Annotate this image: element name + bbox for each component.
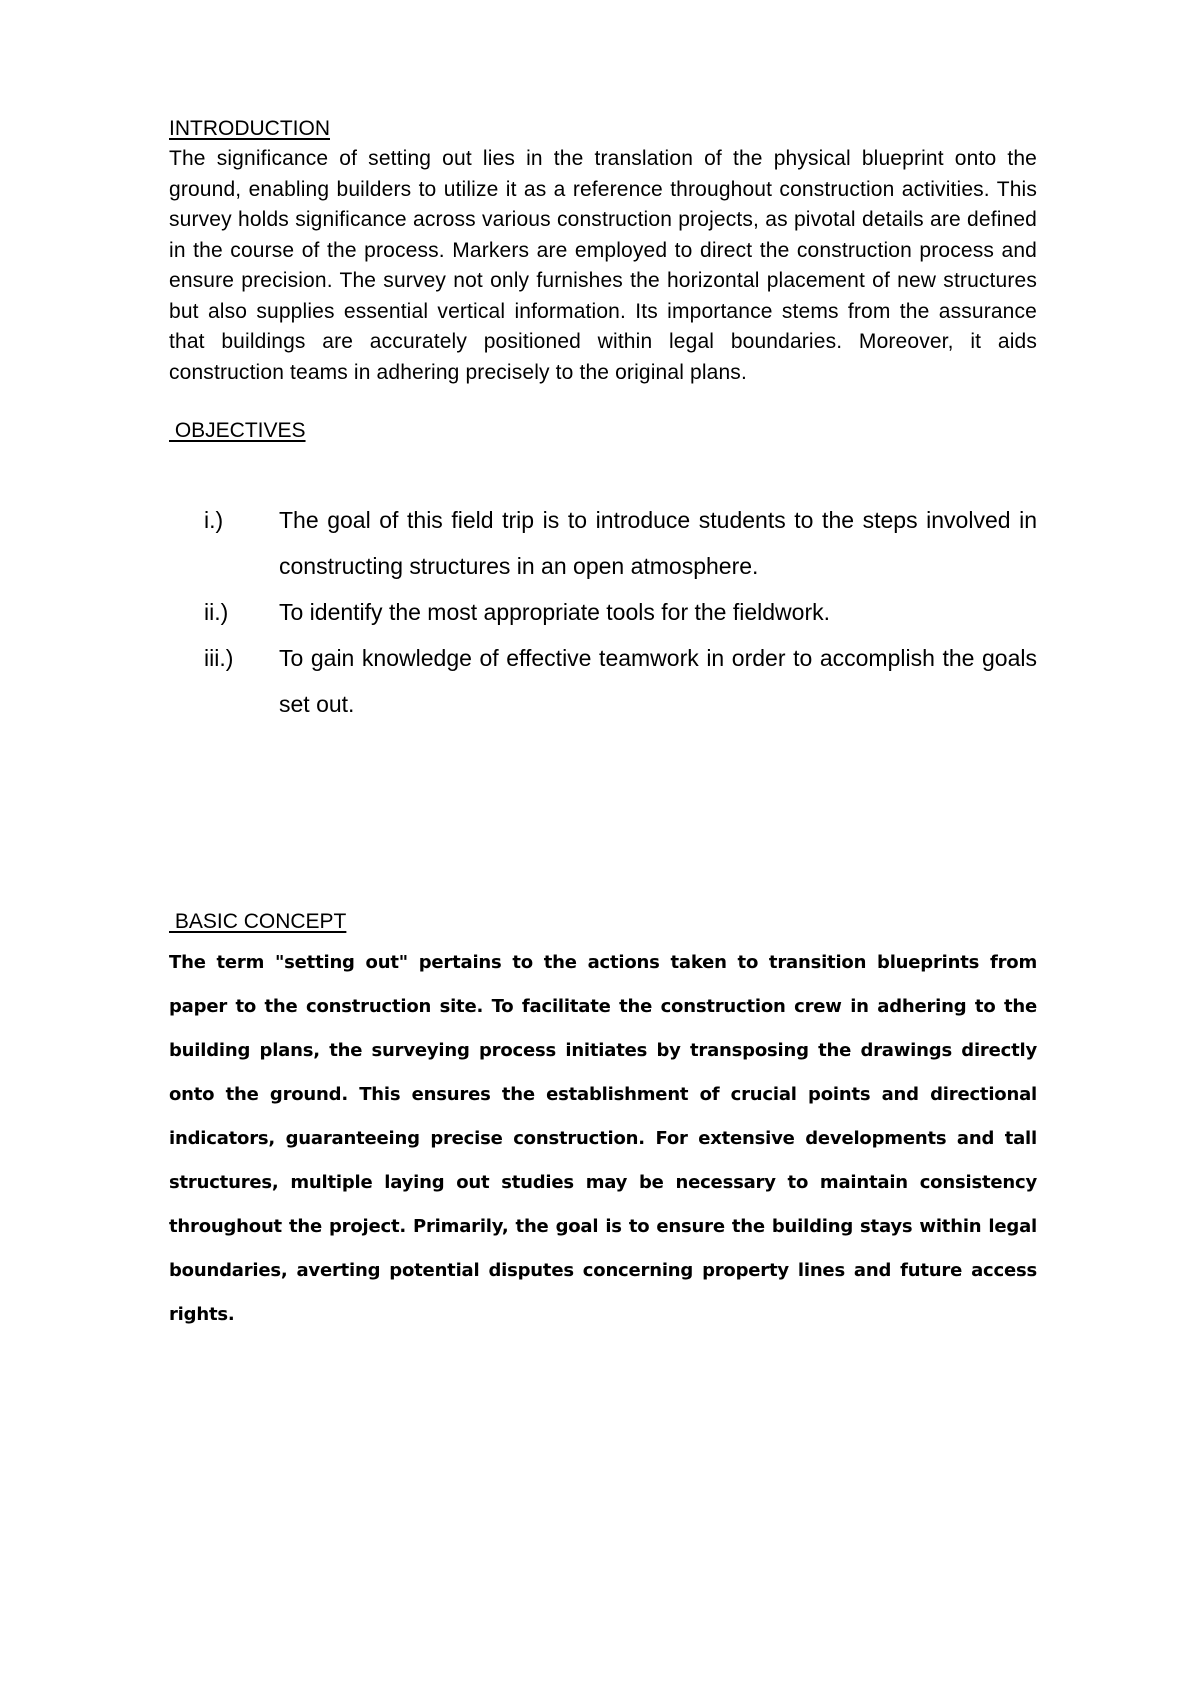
objective-marker: i.) — [204, 507, 224, 533]
objective-text: To gain knowledge of effective teamwork in order to accomplish the goals set out. — [279, 645, 1037, 717]
objective-item — [169, 497, 1037, 589]
document-content — [169, 114, 1037, 1337]
objective-item — [169, 635, 1037, 727]
introduction-heading: INTRODUCTION — [169, 117, 330, 140]
basic-concept-paragraph: The term "setting out" pertains to the actions taken to transition blueprints from paper to the construction site. To facilitate the construction crew in adhering to the building plans, the surveying process initiates by transposing the drawings directly onto the ground. This ensures the establishment of crucial points and directional indicators, guaranteeing precise construction. For extensive developments and tall structures, multiple laying out studies may be necessary to maintain consistency throughout the project. Primarily, the goal is to ensure the building stays within legal boundaries, averting potential disputes concerning property lines and future access rights. — [169, 952, 1037, 1325]
objective-text: The goal of this field trip is to introduce students to the steps involved in constructing structures in an open atmosphere. — [279, 507, 1037, 579]
objective-marker: iii.) — [204, 645, 234, 671]
basic-concept-heading: BASIC CONCEPT — [169, 910, 347, 933]
objective-text: To identify the most appropriate tools for the fieldwork. — [279, 599, 831, 625]
objective-item — [169, 589, 1037, 635]
objectives-heading: OBJECTIVES — [169, 419, 306, 442]
introduction-paragraph: The significance of setting out lies in the translation of the physical blueprint onto the ground, enabling builders to utilize it as a reference throughout construction activities. This survey holds significance across various construction projects, as pivotal details are defined in the course of the process. Markers are employed to direct the construction process and ensure precision. The survey not only furnishes the horizontal placement of new structures but also supplies essential vertical information. Its importance stems from the assurance that buildings are accurately positioned within legal boundaries. Moreover, it aids construction teams in adhering precisely to the original plans. — [169, 147, 1037, 384]
objectives-list — [169, 497, 1037, 727]
objective-marker: ii.) — [204, 599, 229, 625]
